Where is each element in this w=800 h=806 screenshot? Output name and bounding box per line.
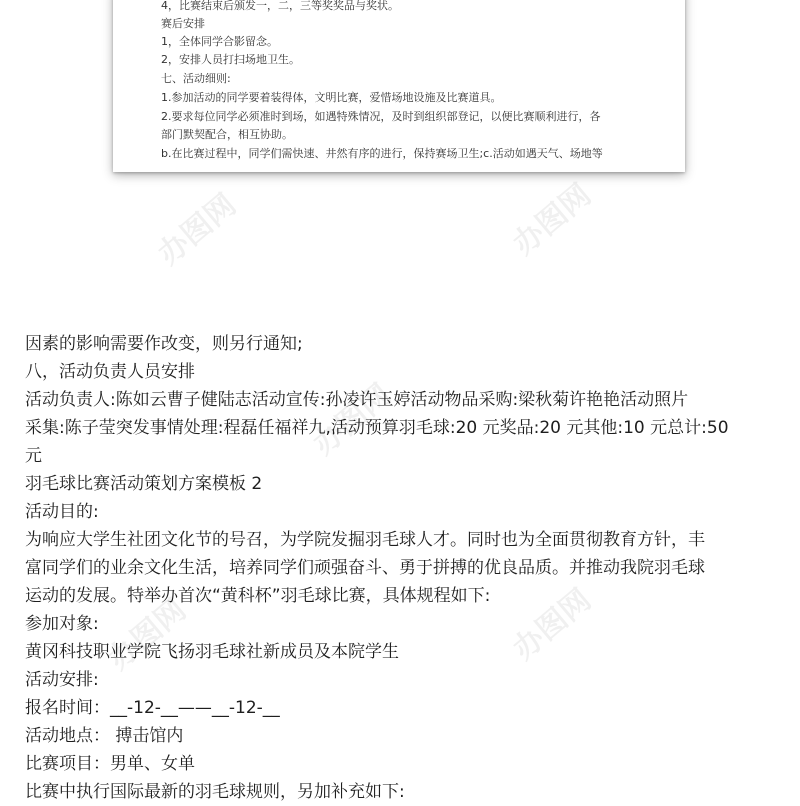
- scan-line: 1，全体同学合影留念。: [161, 35, 278, 48]
- scan-line: b.在比赛过程中，同学们需快速、井然有序的进行，保持赛场卫生;c.活动如遇天气、场地等: [161, 147, 603, 160]
- body-line: 运动的发展。特举办首次“黄科杯”羽毛球比赛，具体规程如下:: [25, 586, 491, 606]
- body-line: 活动负责人:陈如云曹子健陆志活动宣传:孙凌许玉婷活动物品采购:梁秋菊许艳艳活动照片: [25, 390, 689, 410]
- body-line: 活动目的:: [25, 502, 99, 522]
- body-line: 活动地点： 搏击馆内: [25, 726, 184, 746]
- section-title: 羽毛球比赛活动策划方案模板 2: [25, 474, 263, 494]
- watermark: 办图网: [101, 592, 193, 678]
- body-line: 采集:陈子莹突发事情处理:程磊任福祥九,活动预算羽毛球:20 元奖品:20 元其他:10 元总计:50: [25, 418, 729, 438]
- watermark: 办图网: [506, 582, 598, 668]
- body-line: 为响应大学生社团文化节的号召，为学院发掘羽毛球人才。同时也为全面贯彻教育方针，丰: [25, 530, 705, 550]
- scan-line: 七、活动细则:: [161, 72, 231, 85]
- watermark: 办图网: [506, 177, 598, 263]
- scanned-document-preview: [113, 0, 685, 172]
- body-line: 富同学们的业余文化生活，培养同学们顽强奋斗、勇于拼搏的优良品质。并推动我院羽毛球: [25, 558, 705, 578]
- body-line: 因素的影响需要作改变，则另行通知;: [25, 334, 303, 354]
- watermark: 办图网: [306, 377, 398, 463]
- body-line: 元: [25, 446, 42, 466]
- body-line: 参加对象:: [25, 614, 99, 634]
- scan-line: 1.参加活动的同学要着装得体，文明比赛，爱惜场地设施及比赛道具。: [161, 91, 502, 104]
- scan-line: 赛后安排: [161, 17, 205, 30]
- body-line: 比赛项目：男单、女单: [25, 754, 195, 774]
- scan-line: 2，安排人员打扫场地卫生。: [161, 53, 300, 66]
- body-line: 比赛中执行国际最新的羽毛球规则，另加补充如下:: [25, 782, 405, 802]
- scan-line: 4，比赛结束后颁发一，二，三等奖奖品与奖状。: [161, 0, 399, 12]
- scan-line: 部门默契配合，相互协助。: [161, 128, 293, 141]
- watermark: 办图网: [151, 187, 243, 273]
- body-line: 报名时间：__-12-__——__-12-__: [25, 698, 280, 718]
- body-line: 黄冈科技职业学院飞扬羽毛球社新成员及本院学生: [25, 642, 399, 662]
- document-body: [25, 330, 780, 806]
- body-line: 活动安排:: [25, 670, 99, 690]
- body-line: 八，活动负责人员安排: [25, 362, 195, 382]
- scan-line: 2.要求每位同学必须准时到场，如遇特殊情况，及时到组织部登记，以便比赛顺利进行，各: [161, 110, 601, 123]
